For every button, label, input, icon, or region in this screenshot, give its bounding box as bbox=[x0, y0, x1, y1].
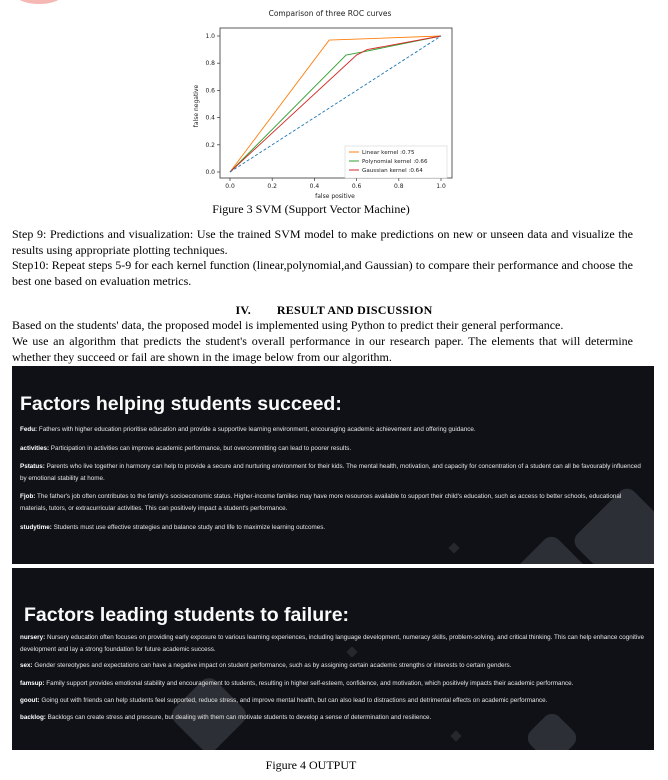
success-title: Factors helping students succeed: bbox=[20, 393, 342, 415]
section-number: IV. bbox=[235, 303, 251, 317]
failure-item bbox=[20, 712, 646, 724]
decorative-square bbox=[450, 730, 461, 741]
y-tick-label: 0.8 bbox=[205, 60, 215, 68]
success-factors-panel bbox=[12, 366, 654, 564]
success-item bbox=[20, 491, 646, 515]
factor-key: activities: bbox=[20, 445, 50, 452]
success-item bbox=[20, 443, 646, 455]
factor-text: Family support provides emotional stability and encouragement to students, resulting in higher self-esteem, confidence, and motivation, which positively impacts their academic performance. bbox=[44, 680, 574, 687]
section-heading bbox=[0, 303, 668, 318]
decorative-square bbox=[448, 542, 459, 553]
legend-label: Polynomial kernel :0.66 bbox=[362, 159, 428, 165]
factor-text: Parents who live together in harmony can help to provide a secure and nurturing environment for their kids. The mental health, motivation, and capacity for concentration of a student can all be favourably influenced by emotional stability at home. bbox=[20, 463, 641, 482]
roc-chart bbox=[190, 6, 460, 202]
factor-key: goout: bbox=[20, 697, 40, 704]
factor-text: Gender stereotypes and expectations can have a negative impact on student performance, such as by assigning certain academic strengths or interests to certain genders. bbox=[32, 662, 512, 669]
factor-key: backlog: bbox=[20, 714, 46, 721]
y-tick-label: 1.0 bbox=[205, 33, 215, 40]
factor-key: studytime: bbox=[20, 524, 52, 531]
legend-label: Gaussian kernel :0.64 bbox=[362, 168, 423, 174]
figure3-caption: Figure 3 SVM (Support Vector Machine) bbox=[212, 202, 410, 216]
y-tick-label: 0.2 bbox=[205, 141, 215, 149]
x-tick-label: 0.8 bbox=[394, 183, 404, 190]
factor-text: Students must use effective strategies and balance study and life to maximize learning outcomes. bbox=[51, 524, 326, 531]
section-title: RESULT AND DISCUSSION bbox=[276, 303, 433, 317]
y-axis-label: false negative bbox=[193, 84, 200, 128]
x-axis-label: false positive bbox=[315, 193, 355, 200]
x-tick-label: 0.6 bbox=[351, 183, 362, 190]
factor-key: sex: bbox=[20, 662, 33, 669]
factor-text: The father's job often contributes to the family's socioeconomic status. Higher-income families may have more resources available to support their child's education, such as access to better schools, educational materials, tutors, or extracurricular activities. This can positively impact a student's performance. bbox=[20, 493, 622, 512]
failure-item bbox=[20, 632, 646, 656]
failure-title: Factors leading students to failure: bbox=[24, 604, 350, 626]
x-tick-label: 0.0 bbox=[225, 183, 235, 190]
factor-key: Fjob: bbox=[20, 493, 36, 500]
success-item bbox=[20, 461, 646, 485]
y-tick-label: 0.4 bbox=[205, 114, 215, 122]
factor-text: Nursery education often focuses on providing early exposure to various learning experiences, including language development, numeracy skills, problem-solving, and critical thinking. This can help enhance cognitive development and lay a strong foundation for future academic success. bbox=[20, 634, 644, 653]
intro-paragraph-2: We use an algorithm that predicts the student's overall performance in our research paper. The elements that will determine whether they succeed or fail are shown in the image below from our algorithm. bbox=[12, 334, 633, 364]
factor-key: Pstatus: bbox=[20, 463, 45, 470]
success-item bbox=[20, 522, 646, 534]
logo-fragment bbox=[16, 0, 62, 4]
y-tick-label: 0.0 bbox=[205, 169, 215, 176]
legend-label: Linear kernel :0.75 bbox=[362, 150, 415, 156]
factor-text: Backlogs can create stress and pressure, but dealing with them can motivate students to develop a sense of determination and resilience. bbox=[45, 714, 432, 721]
intro-paragraph-1: Based on the students' data, the proposed model is implemented using Python to predict their general performance. bbox=[12, 318, 564, 332]
chart-title: Comparison of three ROC curves bbox=[268, 9, 392, 18]
factor-key: Fedu: bbox=[20, 426, 38, 433]
x-tick-label: 1.0 bbox=[436, 183, 446, 190]
y-tick-label: 0.6 bbox=[205, 87, 215, 95]
chart-legend bbox=[345, 146, 447, 178]
failure-item bbox=[20, 695, 646, 707]
factor-text: Going out with friends can help students feel supported, reduce stress, and improve mental health, but can also lead to distractions and detrimental effects on academic performance. bbox=[39, 697, 548, 704]
failure-item bbox=[20, 678, 646, 690]
step10-paragraph: Step10: Repeat steps 5-9 for each kernel function (linear,polynomial,and Gaussian) to compare their performance and choose the best one based on evaluation metrics. bbox=[12, 258, 633, 288]
success-item bbox=[20, 424, 646, 436]
failure-factors-panel bbox=[12, 568, 654, 750]
x-tick-label: 0.2 bbox=[267, 183, 277, 190]
failure-item bbox=[20, 660, 646, 672]
factor-text: Fathers with higher education prioritise education and provide a supportive learning environment, encouraging academic achievement and offering guidance. bbox=[37, 426, 476, 433]
step9-paragraph: Step 9: Predictions and visualization: Use the trained SVM model to make predictions on new or unseen data and visualize the results using appropriate plotting techniques. bbox=[12, 227, 633, 257]
figure4-caption: Figure 4 OUTPUT bbox=[265, 758, 357, 772]
factor-key: famsup: bbox=[20, 680, 45, 687]
x-tick-label: 0.4 bbox=[309, 183, 320, 190]
factor-text: Participation in activities can improve academic performance, but overcommitting can lead to poorer results. bbox=[49, 445, 352, 452]
factor-key: nursery: bbox=[20, 634, 46, 641]
